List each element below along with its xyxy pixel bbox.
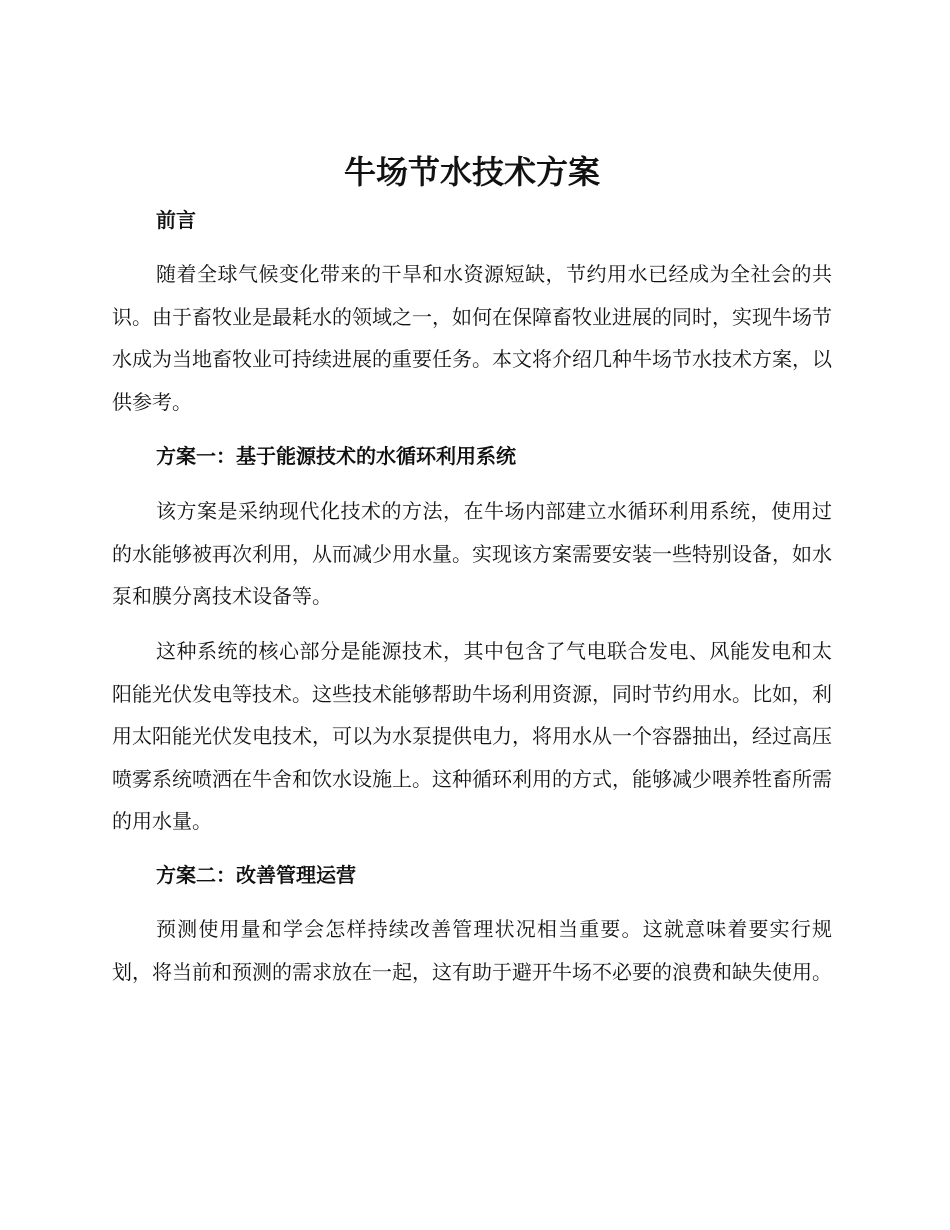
section-heading-preface: 前言 xyxy=(156,208,196,232)
section-heading-plan-one: 方案一：基于能源技术的水循环利用系统 xyxy=(156,444,516,468)
document-title: 牛场节水技术方案 xyxy=(343,153,600,191)
paragraph-plan-two: 预测使用量和学会怎样持续改善管理状况相当重要。这就意味着要实行规划，将当前和预测的需求放在一起，这有助于避开牛场不必要的浪费和缺失使用。 xyxy=(112,917,832,984)
paragraph-plan-one-1: 该方案是采纳现代化技术的方法，在牛场内部建立水循环利用系统，使用过的水能够被再次利用，从而减少用水量。实现该方案需要安装一些特别设备，如水泵和膜分离技术设备等。 xyxy=(112,499,832,608)
paragraph-preface: 随着全球气候变化带来的干旱和水资源短缺，节约用水已经成为全社会的共识。由于畜牧业是最耗水的领域之一，如何在保障畜牧业进展的同时，实现牛场节水成为当地畜牧业可持续进展的重要任务。本文将介绍几种牛场节水技术方案，以供参考。 xyxy=(112,262,832,414)
paragraph-plan-one-2: 这种系统的核心部分是能源技术，其中包含了气电联合发电、风能发电和太阳能光伏发电等技术。这些技术能够帮助牛场利用资源，同时节约用水。比如，利用太阳能光伏发电技术，可以为水泵提供电力，将用水从一个容器抽出，经过高压喷雾系统喷洒在牛舍和饮水设施上。这种循环利用的方式，能够减少喂养牲畜所需的用水量。 xyxy=(112,639,832,833)
section-heading-plan-two: 方案二：改善管理运营 xyxy=(156,863,356,887)
